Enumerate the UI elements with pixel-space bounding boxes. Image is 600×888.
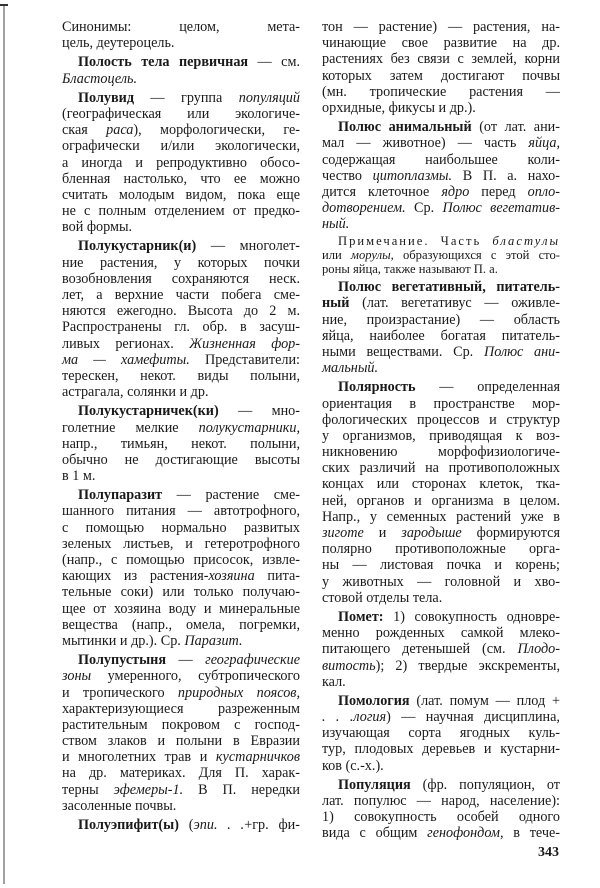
text-line bbox=[322, 249, 560, 263]
text-line bbox=[62, 238, 300, 254]
text-span: считать молодым видом, пока еще bbox=[62, 186, 300, 203]
text-line bbox=[322, 152, 560, 168]
italic-term: зародыше bbox=[401, 525, 462, 542]
italic-term: раса bbox=[106, 122, 134, 139]
text-span: +гр. фи- bbox=[244, 817, 300, 833]
text-span: питающего детенышей (см. bbox=[322, 641, 518, 658]
text-line bbox=[322, 412, 560, 428]
headword: Полуэпифит(ы) bbox=[78, 817, 179, 833]
text-span: вещества (напр., омела, погремки, bbox=[62, 616, 300, 633]
text-span: вой формы. bbox=[62, 219, 133, 236]
text-span: цель, деутероцель. bbox=[62, 35, 175, 52]
text-line bbox=[322, 428, 560, 444]
text-line bbox=[322, 741, 560, 757]
headword: Помет: bbox=[338, 608, 384, 625]
text-line bbox=[62, 368, 300, 384]
text-span: — bbox=[166, 652, 206, 669]
dictionary-entry bbox=[62, 19, 300, 51]
italic-term: Бластоцель. bbox=[62, 70, 138, 87]
scan-edge-mark bbox=[0, 4, 8, 6]
text-line bbox=[62, 71, 300, 87]
text-line bbox=[62, 733, 300, 749]
text-span: изучающая сорта ягодных куль- bbox=[322, 725, 560, 742]
text-span: мал — животное) — часть bbox=[322, 135, 529, 152]
italic-term: мальный. bbox=[322, 360, 379, 377]
text-span: кал. bbox=[322, 673, 346, 690]
italic-term: природных поясов, bbox=[177, 684, 300, 701]
text-line bbox=[62, 90, 300, 106]
text-line bbox=[322, 379, 560, 395]
italic-term: витость bbox=[322, 657, 376, 674]
italic-term: хозяина bbox=[208, 568, 255, 585]
text-span: Синонимы: целом, мета- bbox=[62, 19, 300, 35]
text-span: ными веществами. Ср. bbox=[322, 343, 484, 360]
text-span: ством злаков и полыни в Евразии bbox=[62, 733, 300, 750]
text-line bbox=[322, 674, 560, 690]
italic-term: яйца, bbox=[528, 135, 560, 152]
italic-term: эпи. . . bbox=[193, 817, 245, 833]
text-span: перед bbox=[469, 183, 528, 200]
text-line bbox=[322, 793, 560, 809]
headword: Полукустарник(и) bbox=[78, 238, 197, 255]
italic-term: Жизненная фор- bbox=[189, 335, 300, 352]
headword: Полукустарничек(ки) bbox=[78, 403, 219, 420]
italic-term: кустарничков bbox=[215, 749, 300, 766]
text-line bbox=[322, 625, 560, 641]
text-span: терескен, некот. виды полыни, bbox=[62, 367, 300, 384]
left-column bbox=[62, 19, 300, 833]
text-span: не с полным отделением от предко- bbox=[62, 203, 300, 220]
text-span: напр., тимьян, некот. полыни, bbox=[62, 435, 300, 452]
text-span: — определенная bbox=[415, 379, 560, 396]
text-span: Напр., у семенных растений уже в bbox=[322, 508, 560, 525]
italic-term: дотворением. bbox=[322, 200, 406, 217]
text-line bbox=[322, 609, 560, 625]
text-span: Примечание. Часть bbox=[338, 234, 493, 249]
italic-term: географические bbox=[205, 652, 300, 669]
text-span: образующихся с этой сто- bbox=[393, 248, 560, 263]
italic-term: Плодо- bbox=[517, 641, 560, 658]
text-line bbox=[62, 352, 300, 368]
text-span: яйца, наиболее богатая питатель- bbox=[322, 327, 560, 344]
text-span: астрагала, солянки и др. bbox=[62, 384, 209, 401]
text-line bbox=[62, 685, 300, 701]
text-span: дится клеточное bbox=[322, 183, 442, 200]
text-span: возобновления сохраняются неск. bbox=[62, 270, 300, 287]
text-line bbox=[322, 396, 560, 412]
headword: Помология bbox=[338, 692, 410, 709]
text-line bbox=[62, 652, 300, 668]
italic-term: . . .логия bbox=[322, 709, 387, 726]
text-span: ских различий на противоположных bbox=[322, 460, 560, 477]
text-span: — многолет- bbox=[196, 238, 300, 255]
text-span: у организмов, приводящая к воз- bbox=[322, 427, 560, 444]
text-span: — группа bbox=[134, 89, 239, 106]
dictionary-entry bbox=[62, 652, 300, 814]
headword: Полупустыня bbox=[78, 652, 167, 669]
text-span: у животных — головной и хво- bbox=[322, 573, 560, 590]
text-span: или bbox=[322, 248, 351, 263]
text-span: чинающие свое развитие на др. bbox=[322, 35, 560, 52]
text-span: ) — научная дисциплина, bbox=[386, 709, 560, 726]
text-span: — растение сме- bbox=[162, 487, 300, 504]
text-line bbox=[62, 601, 300, 617]
text-line bbox=[62, 171, 300, 187]
text-line bbox=[322, 509, 560, 525]
text-line bbox=[62, 798, 300, 814]
text-line bbox=[62, 782, 300, 798]
text-line bbox=[62, 503, 300, 519]
text-span: орхидные, фикусы и др.). bbox=[322, 99, 476, 116]
text-span: — см. bbox=[248, 54, 300, 71]
text-line bbox=[62, 749, 300, 765]
note-block bbox=[322, 235, 560, 276]
text-line bbox=[322, 460, 560, 476]
text-line bbox=[62, 255, 300, 271]
text-line bbox=[322, 312, 560, 328]
italic-term: генофондом, bbox=[427, 825, 504, 842]
text-span: В П. нередки bbox=[183, 781, 301, 798]
text-line bbox=[62, 303, 300, 319]
dictionary-entry bbox=[62, 90, 300, 236]
dictionary-entry bbox=[322, 693, 560, 774]
text-line bbox=[322, 709, 560, 725]
text-span: (от лат. ани- bbox=[471, 119, 560, 136]
text-span: на др. материках. Для П. харак- bbox=[62, 765, 300, 782]
headword: Полюс вегетативный, питатель- bbox=[338, 279, 560, 296]
text-span: тон — растение) — растения, на- bbox=[322, 19, 560, 35]
text-span: ); 2) твердые экскременты, bbox=[375, 657, 560, 674]
text-line bbox=[62, 122, 300, 138]
text-line bbox=[322, 476, 560, 492]
text-line bbox=[322, 641, 560, 657]
text-span: зеленых листьев, и гетеротрофного bbox=[62, 535, 300, 552]
text-line bbox=[62, 817, 300, 833]
text-span: которых затем достигают почвы bbox=[322, 67, 560, 84]
text-line bbox=[322, 758, 560, 774]
italic-term: морулы, bbox=[350, 248, 394, 263]
text-line bbox=[322, 344, 560, 360]
dictionary-entry bbox=[62, 238, 300, 400]
text-line bbox=[322, 725, 560, 741]
text-line bbox=[62, 568, 300, 584]
text-span: роны яйца, также называют П. а. bbox=[322, 261, 498, 276]
headword: Полупаразит bbox=[78, 487, 163, 504]
text-line bbox=[322, 235, 560, 249]
text-span: ), морфологически, ге- bbox=[133, 122, 300, 139]
text-line bbox=[62, 203, 300, 219]
text-span: менно рожденных самкой млеко- bbox=[322, 625, 560, 642]
text-span: в 1 м. bbox=[62, 468, 96, 485]
text-line bbox=[322, 168, 560, 184]
text-span: ( bbox=[178, 817, 194, 833]
text-line bbox=[322, 693, 560, 709]
text-line bbox=[322, 19, 560, 35]
text-line bbox=[62, 717, 300, 733]
text-span: растениях без связи с землей, корни bbox=[322, 51, 560, 68]
text-span: ние растения, у которых почки bbox=[62, 254, 300, 271]
text-line bbox=[62, 106, 300, 122]
text-span: пита- bbox=[254, 568, 300, 585]
italic-term: ный. bbox=[322, 216, 350, 233]
text-line bbox=[322, 777, 560, 793]
right-column bbox=[322, 19, 560, 842]
text-span: щее от хозяина воду и минеральные bbox=[62, 600, 300, 617]
headword: Полюс анимальный bbox=[338, 119, 472, 136]
text-line bbox=[322, 444, 560, 460]
headword: Полость тела первичная bbox=[78, 54, 249, 71]
dictionary-entry bbox=[322, 119, 560, 232]
text-line bbox=[322, 279, 560, 295]
text-span: обычно не достигающие высоты bbox=[62, 451, 300, 468]
text-span: ков (с.-х.). bbox=[322, 757, 384, 774]
text-span: в тече- bbox=[503, 825, 560, 842]
italic-term: опло- bbox=[527, 183, 560, 200]
italic-term: Полюс ани- bbox=[483, 343, 560, 360]
text-span: ливых регионах. bbox=[62, 335, 190, 352]
italic-term: ядро bbox=[441, 183, 470, 200]
text-line bbox=[62, 271, 300, 287]
text-span: умеренного, субтропического bbox=[91, 668, 300, 685]
text-span: — мно- bbox=[218, 403, 300, 420]
text-span: никновению морфофизиологиче- bbox=[322, 444, 560, 461]
text-span: с помощью нормально развитых bbox=[62, 519, 300, 536]
text-line bbox=[62, 187, 300, 203]
text-line bbox=[62, 617, 300, 633]
text-span: а иногда и репродуктивно обосо- bbox=[62, 154, 300, 171]
text-span: 1) совокупность особей одного bbox=[322, 809, 560, 826]
text-line bbox=[62, 584, 300, 600]
page-number: 343 bbox=[538, 845, 559, 860]
dictionary-entry bbox=[62, 403, 300, 484]
text-line bbox=[62, 468, 300, 484]
text-span: растительным покровом с господ- bbox=[62, 716, 300, 733]
text-line bbox=[62, 765, 300, 781]
text-span: (напр., с помощью присосок, извле- bbox=[62, 552, 300, 568]
text-line bbox=[322, 590, 560, 606]
text-line bbox=[322, 809, 560, 825]
text-line bbox=[322, 263, 560, 277]
text-span: (фр. популяцион, от bbox=[410, 776, 560, 793]
text-span: содержащая наибольшее коли- bbox=[322, 151, 560, 168]
text-line bbox=[322, 360, 560, 376]
text-span: ографически и/или экологически, bbox=[62, 138, 300, 155]
text-line bbox=[322, 100, 560, 116]
text-span: шанного питания — автотрофного, bbox=[62, 503, 300, 520]
text-line bbox=[322, 328, 560, 344]
text-line bbox=[322, 200, 560, 216]
text-line bbox=[322, 84, 560, 100]
text-span: засоленные почвы. bbox=[62, 797, 177, 814]
headword: ный bbox=[322, 295, 350, 312]
text-line bbox=[322, 557, 560, 573]
italic-term: зоны bbox=[62, 668, 92, 685]
italic-term: Паразит. bbox=[184, 632, 243, 649]
scan-edge-line bbox=[3, 4, 5, 884]
text-span: ны — листовая почка и корень; bbox=[322, 557, 560, 574]
text-line bbox=[62, 336, 300, 352]
text-span: Представители: bbox=[189, 351, 300, 368]
headword: Полувид bbox=[78, 89, 135, 106]
text-span: (мн. тропические растения — bbox=[322, 83, 560, 100]
text-line bbox=[62, 35, 300, 51]
text-span: Распространены гл. обр. в засуш- bbox=[62, 319, 300, 336]
text-line bbox=[62, 552, 300, 568]
text-span: ние, произрастание) — область bbox=[322, 311, 560, 328]
dictionary-entry bbox=[322, 279, 560, 376]
dictionary-entry bbox=[322, 609, 560, 690]
text-span: лат. популюс — народ, население): bbox=[322, 793, 560, 810]
text-line bbox=[322, 135, 560, 151]
dictionary-entry bbox=[62, 487, 300, 649]
text-span: стовой отделы тела. bbox=[322, 589, 443, 606]
text-span: и bbox=[363, 525, 402, 542]
text-span: ориентация в пространстве мор- bbox=[322, 395, 560, 412]
dictionary-entry bbox=[322, 777, 560, 842]
headword: Популяция bbox=[338, 776, 411, 793]
text-span: и многолетних трав и bbox=[62, 749, 216, 766]
text-span: голетние мелкие bbox=[62, 419, 199, 436]
text-span: (лат. помум — плод + bbox=[409, 692, 560, 709]
text-line bbox=[322, 184, 560, 200]
text-span: формируются bbox=[461, 525, 560, 542]
text-line bbox=[322, 525, 560, 541]
text-span: и тропического bbox=[62, 684, 178, 701]
text-span: Ср. bbox=[405, 200, 443, 217]
text-line bbox=[62, 319, 300, 335]
text-span: 1) совокупность одновре- bbox=[383, 608, 560, 625]
text-line bbox=[322, 574, 560, 590]
text-span: бленная настолько, что ее можно bbox=[62, 170, 300, 187]
italic-term: зиготе bbox=[322, 525, 364, 542]
text-line bbox=[62, 452, 300, 468]
italic-term: ма — хамефиты. bbox=[62, 351, 190, 368]
text-span: кающих из растения- bbox=[62, 568, 209, 585]
text-line bbox=[322, 658, 560, 674]
text-span: полярно противоположные орга- bbox=[322, 541, 560, 558]
text-span: вида с общим bbox=[322, 825, 428, 842]
text-line bbox=[62, 436, 300, 452]
text-line bbox=[62, 155, 300, 171]
text-line bbox=[62, 54, 300, 70]
text-line bbox=[62, 403, 300, 419]
text-span: (географическая или экологиче- bbox=[62, 105, 300, 122]
text-span: концах или сторонах клеток, тка- bbox=[322, 476, 560, 493]
text-span: фологических процессов и структур bbox=[322, 411, 560, 428]
text-line bbox=[62, 668, 300, 684]
text-span: няются ежегодно. Высота до 2 м. bbox=[62, 303, 300, 320]
text-line bbox=[62, 520, 300, 536]
text-line bbox=[62, 701, 300, 717]
text-line bbox=[322, 68, 560, 84]
text-span: В П. а. нахо- bbox=[452, 167, 560, 184]
text-line bbox=[62, 219, 300, 235]
text-span: характеризующиеся разреженным bbox=[62, 700, 300, 717]
text-line bbox=[62, 138, 300, 154]
text-line bbox=[322, 541, 560, 557]
italic-term: эфемеры-1. bbox=[113, 781, 184, 798]
text-span: чество bbox=[322, 167, 373, 184]
text-span: ней, органов и организма в целом. bbox=[322, 492, 560, 509]
text-span: мытинки и др.). Ср. bbox=[62, 632, 185, 649]
text-line bbox=[322, 119, 560, 135]
text-line bbox=[62, 420, 300, 436]
text-line bbox=[62, 19, 300, 35]
text-line bbox=[62, 487, 300, 503]
text-line bbox=[62, 384, 300, 400]
text-line bbox=[62, 536, 300, 552]
dictionary-entry bbox=[62, 54, 300, 86]
headword: Полярность bbox=[338, 379, 416, 396]
italic-term: бластулы bbox=[492, 234, 560, 249]
text-span: лет, а верхние части побега сме- bbox=[62, 287, 300, 303]
text-line bbox=[322, 493, 560, 509]
italic-term: цитоплазмы. bbox=[372, 167, 453, 184]
text-line bbox=[322, 825, 560, 841]
italic-term: популяций bbox=[238, 89, 300, 106]
dictionary-entry bbox=[62, 817, 300, 833]
text-span: тельные соки) или только получаю- bbox=[62, 584, 300, 601]
text-span: ская bbox=[62, 122, 107, 139]
text-line bbox=[62, 633, 300, 649]
text-line bbox=[322, 216, 560, 232]
dictionary-entry bbox=[322, 19, 560, 116]
italic-term: полукустарники, bbox=[198, 419, 300, 436]
dictionary-entry bbox=[322, 379, 560, 606]
text-line bbox=[62, 287, 300, 303]
text-line bbox=[322, 295, 560, 311]
text-span: тур, плодовых деревьев и кустарни- bbox=[322, 741, 560, 758]
text-span: терны bbox=[62, 781, 114, 798]
text-span: (лат. вегетативус — оживле- bbox=[349, 295, 560, 312]
italic-term: Полюс вегетатив- bbox=[442, 200, 560, 217]
text-line bbox=[322, 51, 560, 67]
text-line bbox=[322, 35, 560, 51]
